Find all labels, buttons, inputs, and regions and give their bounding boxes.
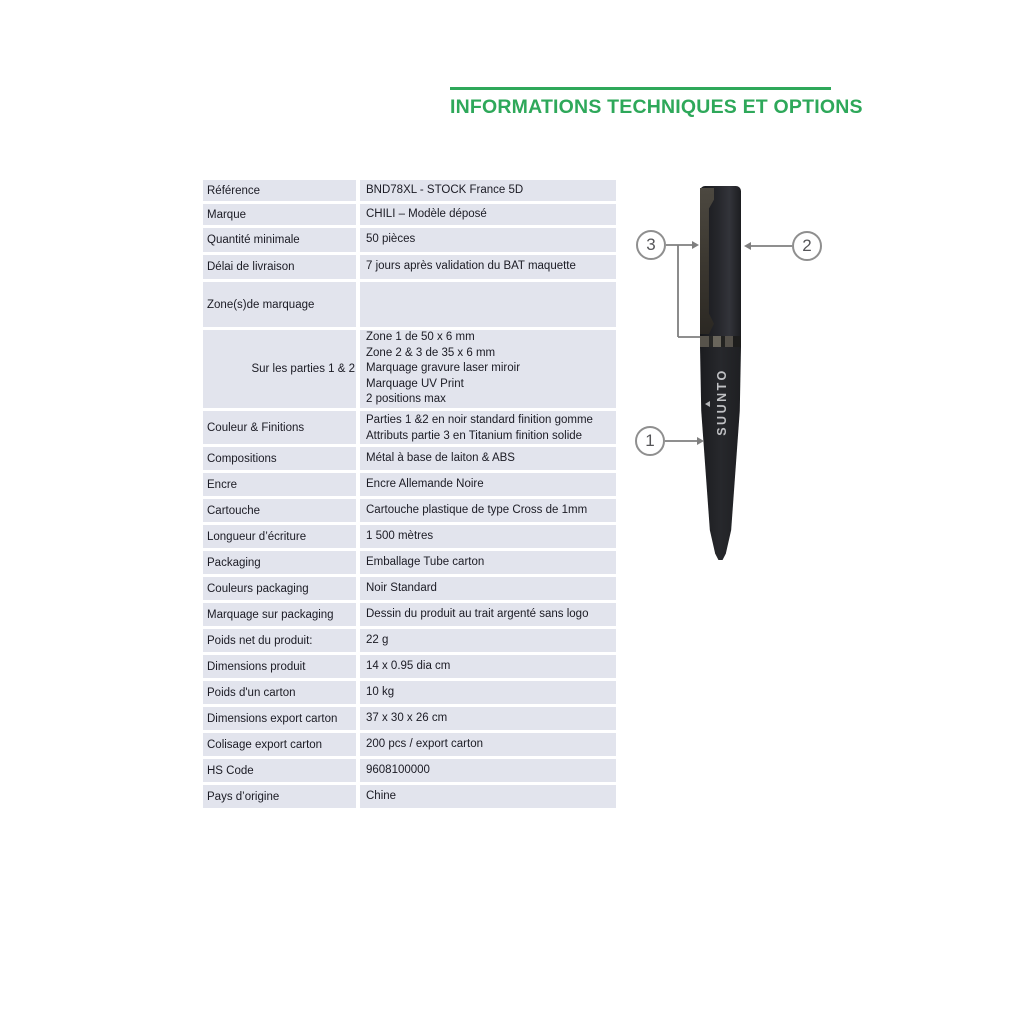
spec-row — [203, 499, 616, 522]
callout-2-badge: 2 — [792, 231, 822, 261]
spec-row — [203, 473, 616, 496]
spec-row — [203, 655, 616, 678]
spec-value-line: Chine — [366, 789, 397, 802]
spec-value — [360, 681, 616, 704]
page-title: INFORMATIONS TECHNIQUES ET OPTIONS — [450, 96, 863, 118]
spec-value — [360, 707, 616, 730]
spec-value — [360, 411, 616, 444]
spec-value — [360, 759, 616, 782]
spec-value-line: BND78XL - STOCK France 5D — [366, 183, 524, 196]
spec-value-line: 1 500 mètres — [366, 529, 434, 542]
spec-label: Poids d'un carton — [203, 681, 356, 704]
spec-value-line: Encre Allemande Noire — [366, 477, 484, 490]
spec-label: Longueur d’écriture — [203, 525, 356, 548]
spec-value-line: Dessin du produit au trait argenté sans logo — [366, 607, 589, 620]
spec-label: Zone(s)de marquage — [203, 282, 356, 327]
spec-row — [203, 330, 616, 408]
spec-row — [203, 681, 616, 704]
spec-value-line: CHILI – Modèle déposé — [366, 207, 487, 220]
spec-value-line: 200 pcs / export carton — [366, 737, 483, 750]
spec-row — [203, 525, 616, 548]
spec-value-line: Marquage gravure laser miroir — [366, 362, 521, 375]
spec-label: Quantité minimale — [203, 228, 356, 252]
spec-value-line: Métal à base de laiton & ABS — [366, 451, 515, 464]
spec-row — [203, 282, 616, 327]
spec-value — [360, 473, 616, 496]
spec-row — [203, 411, 616, 444]
spec-value — [360, 655, 616, 678]
spec-value-line: Noir Standard — [366, 581, 437, 594]
spec-value — [360, 603, 616, 626]
spec-value — [360, 228, 616, 252]
spec-label: Dimensions produit — [203, 655, 356, 678]
spec-label: Cartouche — [203, 499, 356, 522]
spec-label: Dimensions export carton — [203, 707, 356, 730]
spec-row — [203, 551, 616, 574]
spec-value-line: Cartouche plastique de type Cross de 1mm — [366, 503, 588, 516]
title-top-rule — [450, 87, 831, 90]
spec-value-line: Zone 2 & 3 de 35 x 6 mm — [366, 346, 496, 359]
spec-table — [203, 180, 616, 808]
spec-row — [203, 255, 616, 279]
spec-label: Colisage export carton — [203, 733, 356, 756]
pen-brand-text: SUUNTO — [715, 368, 729, 436]
spec-value — [360, 447, 616, 470]
brand-triangle-icon — [705, 401, 710, 407]
spec-value-line: Parties 1 &2 en noir standard finition gomme — [366, 413, 593, 426]
spec-value-line: 2 positions max — [366, 393, 446, 406]
spec-row — [203, 577, 616, 600]
spec-label: Poids net du produit: — [203, 629, 356, 652]
spec-label: Packaging — [203, 551, 356, 574]
spec-row — [203, 785, 616, 808]
spec-value-line: Marquage UV Print — [366, 377, 464, 390]
spec-label: Sur les parties 1 & 2 — [203, 330, 356, 408]
spec-label: Marque — [203, 204, 356, 225]
spec-value-line: Emballage Tube carton — [366, 555, 485, 568]
spec-row — [203, 733, 616, 756]
spec-value — [360, 629, 616, 652]
spec-value-line: 10 kg — [366, 685, 395, 698]
spec-value — [360, 733, 616, 756]
spec-row — [203, 707, 616, 730]
spec-value-line: 7 jours après validation du BAT maquette — [366, 260, 576, 273]
spec-label: Délai de livraison — [203, 255, 356, 279]
spec-value — [360, 577, 616, 600]
spec-value-line: Zone 1 de 50 x 6 mm — [366, 331, 475, 344]
spec-row — [203, 204, 616, 225]
spec-label: Couleurs packaging — [203, 577, 356, 600]
spec-value — [360, 255, 616, 279]
spec-value — [360, 525, 616, 548]
spec-value — [360, 204, 616, 225]
spec-value-line: 14 x 0.95 dia cm — [366, 659, 451, 672]
spec-value-line: Attributs partie 3 en Titanium finition solide — [366, 429, 583, 442]
spec-row — [203, 629, 616, 652]
callout-1-badge: 1 — [635, 426, 665, 456]
spec-label: Compositions — [203, 447, 356, 470]
spec-label: Encre — [203, 473, 356, 496]
spec-row — [203, 228, 616, 252]
callout-3-badge: 3 — [636, 230, 666, 260]
spec-value — [360, 551, 616, 574]
spec-value — [360, 330, 616, 408]
spec-label: Marquage sur packaging — [203, 603, 356, 626]
spec-row — [203, 447, 616, 470]
spec-label: HS Code — [203, 759, 356, 782]
spec-value-line: 22 g — [366, 633, 389, 646]
spec-value-line: 37 x 30 x 26 cm — [366, 711, 448, 724]
spec-value — [360, 499, 616, 522]
spec-row — [203, 180, 616, 201]
spec-value-line: 9608100000 — [366, 763, 430, 776]
spec-label: Pays d’origine — [203, 785, 356, 808]
spec-label: Couleur & Finitions — [203, 411, 356, 444]
spec-row — [203, 603, 616, 626]
spec-value — [360, 180, 616, 201]
spec-label: Référence — [203, 180, 356, 201]
spec-value-line: 50 pièces — [366, 233, 416, 246]
spec-value — [360, 282, 616, 327]
spec-value — [360, 785, 616, 808]
spec-row — [203, 759, 616, 782]
